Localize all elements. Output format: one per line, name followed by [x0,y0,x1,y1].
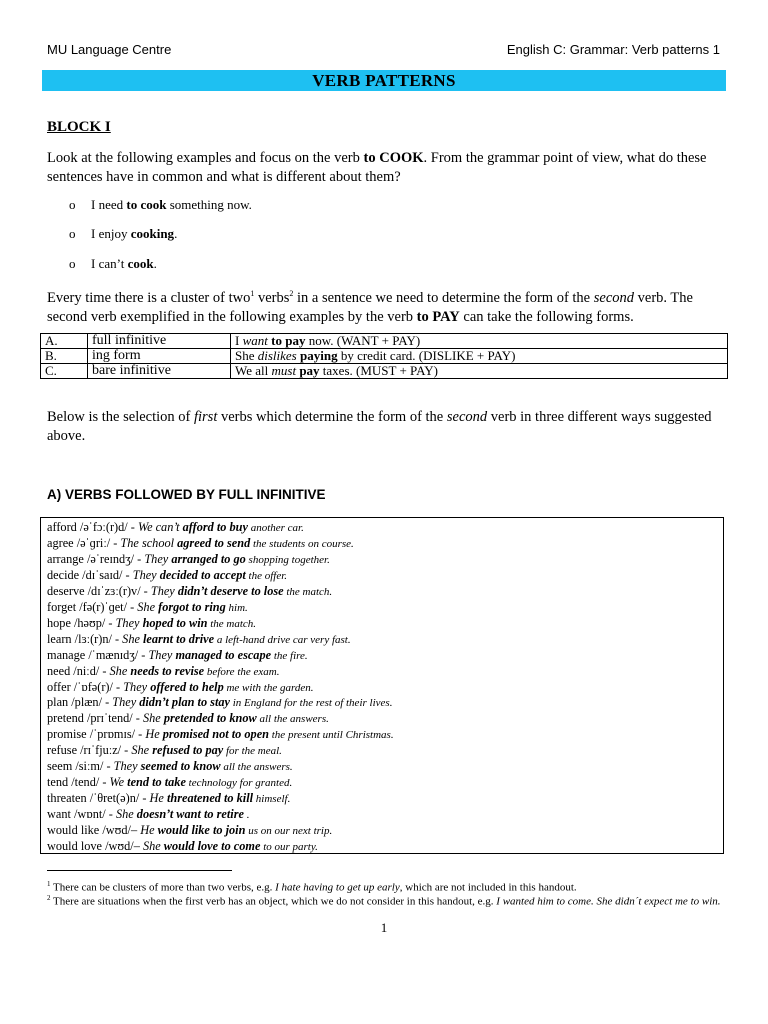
header-left: MU Language Centre [47,42,172,57]
verb-list-box [40,517,724,854]
table-row: A. full infinitive I want to pay now. (WANT + PAY) [41,334,728,349]
intro-paragraph: Look at the following examples and focus on the verb to COOK. From the grammar point of view, what do these sentences have in common and what is different about them? [47,150,707,185]
verb-entry: afford /əˈfɔː(r)d/ - We can’t afford to buy another car. [47,520,304,534]
verb-entry: agree /əˈɡriː/ - The school agreed to send the students on course. [47,535,354,550]
page-title: VERB PATTERNS [42,70,726,91]
verb-entry: hope /həʊp/ - They hoped to win the match. [47,615,257,630]
verb-entry: want /wɒnt/ - She doesn’t want to retire . [47,807,250,822]
example-item: o I need to cook something now. [69,197,252,212]
verb-entry: forget /fə(r)ˈɡet/ - She forgot to ring him. [47,599,248,614]
example-item: o I enjoy cooking. [69,226,178,241]
verb-entry: promise /ˈprɒmɪs/ - He promised not to open the present until Christmas. [47,727,394,742]
verb-entry: tend /tend/ - We tend to take technology for granted. [47,775,293,790]
table-row: B. ing form She dislikes paying by credit card. (DISLIKE + PAY) [41,349,728,364]
verb-entry: seem /siːm/ - They seemed to know all the answers. [47,759,293,774]
verb-entry: deserve /dɪˈzɜː(r)v/ - They didn’t deserve to lose the match. [47,583,333,598]
verb-entry: manage /ˈmænɪdʒ/ - They managed to escape the fire. [47,647,308,662]
explanation-paragraph: Every time there is a cluster of two$^1$ verbs$^2$ in a sentence we need to determine the form of the second verb. The second verb exemplified in the following examples by the verb to PAY can take the following forms. [47,289,693,325]
selection-paragraph: Below is the selection of first verbs which determine the form of the second verb in three different ways suggested above. [47,409,712,444]
verb-entry: refuse /rɪˈfjuːz/ - She refused to pay for the meal. [47,743,282,758]
verb-entry: threaten /ˈθret(ə)n/ - He threatened to kill himself. [47,791,291,806]
footnote-divider [47,870,232,871]
verb-entry: would like /wʊd/– He would like to join us on our next trip. [47,823,333,838]
verb-entry: decide /dɪˈsaɪd/ - They decided to accept the offer. [47,567,288,582]
verb-forms-table [40,333,728,379]
header-right: English C: Grammar: Verb patterns 1 [506,42,720,57]
example-item: o I can’t cook. [69,256,157,271]
verb-entry: offer /ˈɒfə(r)/ - They offered to help me with the garden. [47,679,314,694]
page-number: 1 [380,920,388,935]
verb-entry: need /niːd/ - She needs to revise before the exam. [47,663,280,678]
verb-entry: arrange /əˈreɪndʒ/ - They arranged to go shopping together. [47,551,330,566]
verb-entry: learn /lɜː(r)n/ - She learnt to drive a left-hand drive car very fast. [47,631,351,646]
footnote: $^1$ There can be clusters of more than two verbs, e.g. I hate having to get up early, which are not included in this handout. [47,880,577,894]
footnote: $^2$ There are situations when the first verb has an object, which we do not consider in this handout, e.g. I wanted him to come. She didn´t expect me to win. [47,894,721,908]
verb-entry: would love /wʊd/– She would love to come to our party. [47,839,318,853]
verb-entry: plan /plæn/ - They didn’t plan to stay in England for the rest of their lives. [47,695,393,710]
verb-entry: pretend /prɪˈtend/ - She pretended to know all the answers. [47,711,329,726]
section-heading: A) VERBS FOLLOWED BY FULL INFINITIVE [47,487,326,502]
table-row: C. bare infinitive We all must pay taxes. (MUST + PAY) [41,364,728,379]
block-title: BLOCK I [47,119,111,135]
